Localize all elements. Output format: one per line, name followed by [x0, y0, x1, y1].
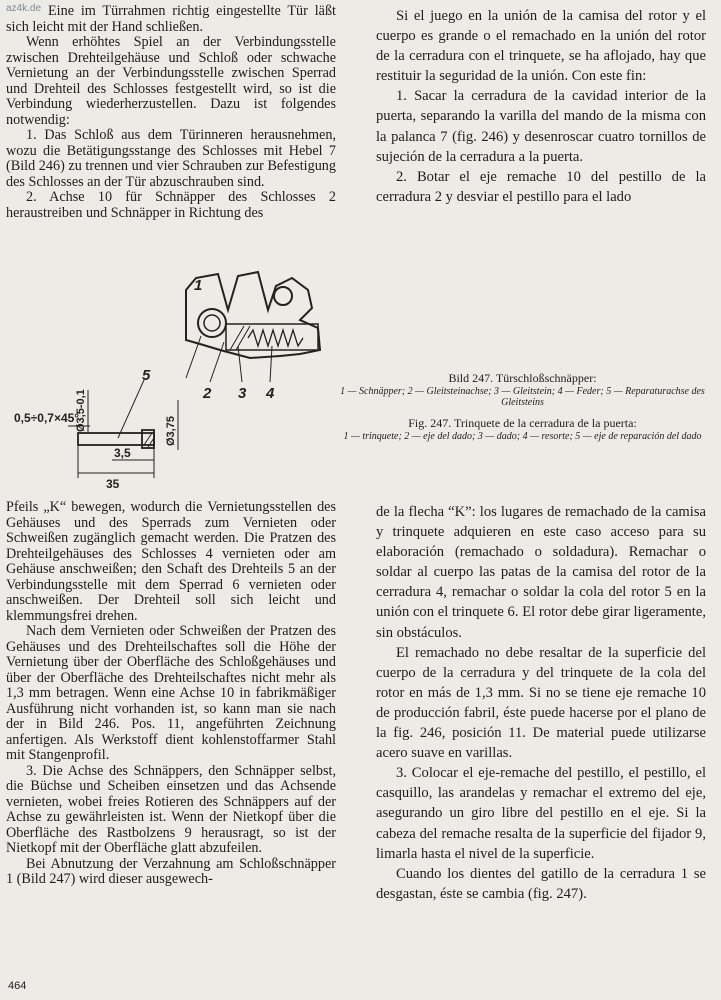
german-text-bottom: [6, 500, 336, 888]
paragraph: 2. Achse 10 für Schnäpper des Schlosses 2 heraustreiben und Schnäpper in Richtung des: [6, 189, 336, 221]
latch-body-outline: [186, 272, 320, 358]
spanish-text-top: [376, 6, 706, 207]
watermark: az4k.de: [6, 3, 42, 14]
callout-label: 1: [194, 277, 203, 294]
caption-legend-de: 1 — Schnäpper; 2 — Gleitsteinachse; 3 — Gleitstein; 4 — Feder; 5 — Reparaturachse des Gleitsteins: [340, 386, 705, 408]
spring: [248, 330, 303, 346]
pivot-hole: [198, 309, 226, 337]
caption-title-de: Bild 247. Türschloßschnäpper:: [448, 371, 597, 385]
paragraph: Pfeils „K“ bewegen, wodurch die Vernietungsstellen des Gehäuses und des Sperrads zum Vernieten oder Schweißen zugänglich gemacht werden. Die Pratzen des Drehteilgehäuses des Schlosses 4 vernieten oder am Gehäuse anschweißen; den Schaft des Drehteils 5 an der Verbindungsstelle mit dem Sperrad 6 vernieten oder anschweißen. Der Drehteil soll sich leicht und klemmungsfrei drehen.: [6, 499, 336, 624]
paragraph: de la flecha “K”: los lugares de remachado de la camisa y trinquete adquieren en este caso acceso para su elaboración (remachado o soldadura). Remachar o soldar al cuerpo las patas de la camisa del rotor de la cerradura 4, remachar o soldar la cola del rotor 5 en la unión con el trinquete 6. El rotor debe girar ligeramente, sin obstáculos.: [376, 504, 706, 641]
page-number: 464: [8, 980, 27, 992]
callout-label: 2: [203, 385, 212, 402]
paragraph: El remachado no debe resaltar de la superficie del cuerpo de la cerradura y del trinquete de la cola del rotor en más de 1,3 mm. Si no se tiene eje remache 10 de producción fabril, éste puede hacerse por el plano de la fig. 246, posición 11. De material puede utilizarse acero suave en varillas.: [376, 644, 706, 762]
paragraph: 2. Botar el eje remache 10 del pestillo de la cerradura 2 y desviar el pestillo para el lado: [376, 168, 706, 205]
dimension-text: Ø3,5-0,1: [75, 389, 87, 432]
leader-line: [118, 380, 144, 438]
dimension-text: Ø3,75: [165, 416, 177, 446]
dimension-text: 0,5÷0,7×45°: [14, 411, 80, 425]
spanish-text-bottom: [376, 502, 706, 904]
paragraph: 3. Colocar el eje-remache del pestillo, el pestillo, el casquillo, las arandelas y remachar el extremo del eje, asegurando un giro libre del pestillo en el eje. Si la cabeza del remache resalta de la superficie del fijador 9, limarla hasta el nivel de la superficie.: [376, 765, 706, 862]
paragraph: Nach dem Vernieten oder Schweißen der Pratzen des Gehäuses und des Drehteilschaftes soll die Höhe der Vernietung über der Oberfläche des Schloßgehäuses und über der Oberfläche des Drehteilschaftes nicht mehr als 1,3 mm betragen. Wenn eine Achse 10 in fabrikmäßiger Ausführung nicht vorhanden ist, so kann man sie nach der in Bild 246. Pos. 11, angeführten Zeichnung anfertigen. Als Werkstoff dient kohlenstoffarmer Stahl mit Stangenprofil.: [6, 623, 336, 763]
dimension-text: 35: [106, 477, 120, 491]
paragraph: Bei Abnutzung der Verzahnung am Schloßschnäpper 1 (Bild 247) wird dieser ausgewech-: [6, 855, 336, 887]
leader-line: [238, 346, 242, 382]
paragraph: Cuando los dientes del gatillo de la cerradura 1 se desgastan, éste se cambia (fig. 247).: [376, 865, 706, 902]
dimension-text: 3,5: [114, 446, 131, 460]
callout-label: 3: [238, 385, 247, 402]
german-text-top: [6, 4, 336, 221]
paragraph: Wenn erhöhtes Spiel an der Verbindungsstelle zwischen Drehteilgehäuse und Schloß oder schwache Vernietung an der Verbindungsstelle zwischen Sperrad und Drehteil des Schlosses festgestellt wird, so ist die Verbindung wiederherzustellen. Dazu ist folgendes notwendig:: [6, 34, 336, 128]
notch-hole: [274, 287, 292, 305]
hatch: [230, 326, 244, 350]
paragraph: 1. Sacar la cerradura de la cavidad interior de la puerta, separando la varilla del mando de la misma con la palanca 7 (fig. 246) y desenroscar cuatro tornillos de sujeción de la cerradura a la puerta.: [376, 88, 706, 165]
paragraph: Eine im Türrahmen richtig eingestellte Tür läßt sich leicht mit der Hand schließen.: [6, 3, 336, 35]
figure-caption: [330, 371, 715, 442]
caption-title-es: Fig. 247. Trinquete de la cerradura de la puerta:: [408, 416, 637, 430]
paragraph: Si el juego en la unión de la camisa del rotor y el cuerpo es grande o el remachado en la unión del rotor de la cerradura con el trinquete, se ha aflojado, hay que restituir la seguridad de la unión. Con este fin:: [376, 8, 706, 85]
callout-label: 5: [142, 367, 151, 384]
callout-label: 4: [266, 385, 275, 402]
paragraph: 3. Die Achse des Schnäppers, den Schnäpper selbst, die Büchse und Scheiben einsetzen und das Achsende vernieten, wobei freies Rotieren des Schnäppers auf der Achse zu gewährleisten ist. Wenn der Nietkopf über die Oberfläche des Rastbolzens 9 herausragt, so ist der Nietkopf mit der Oberfläche glatt abzufeilen.: [6, 762, 336, 856]
leader-line: [270, 346, 272, 382]
pivot-hole-inner: [204, 315, 220, 331]
caption-legend-es: 1 — trinquete; 2 — eje del dado; 3 — dado; 4 — resorte; 5 — eje de reparación del dado: [343, 431, 702, 442]
paragraph: 1. Das Schloß aus dem Türinneren herausnehmen, wozu die Betätigungsstange des Schlosses mit Hebel 7 (Bild 246) zu trennen und vier Schrauben zur Befestigung des Schlosses an der Tür abzuschrauben sind.: [6, 127, 336, 190]
